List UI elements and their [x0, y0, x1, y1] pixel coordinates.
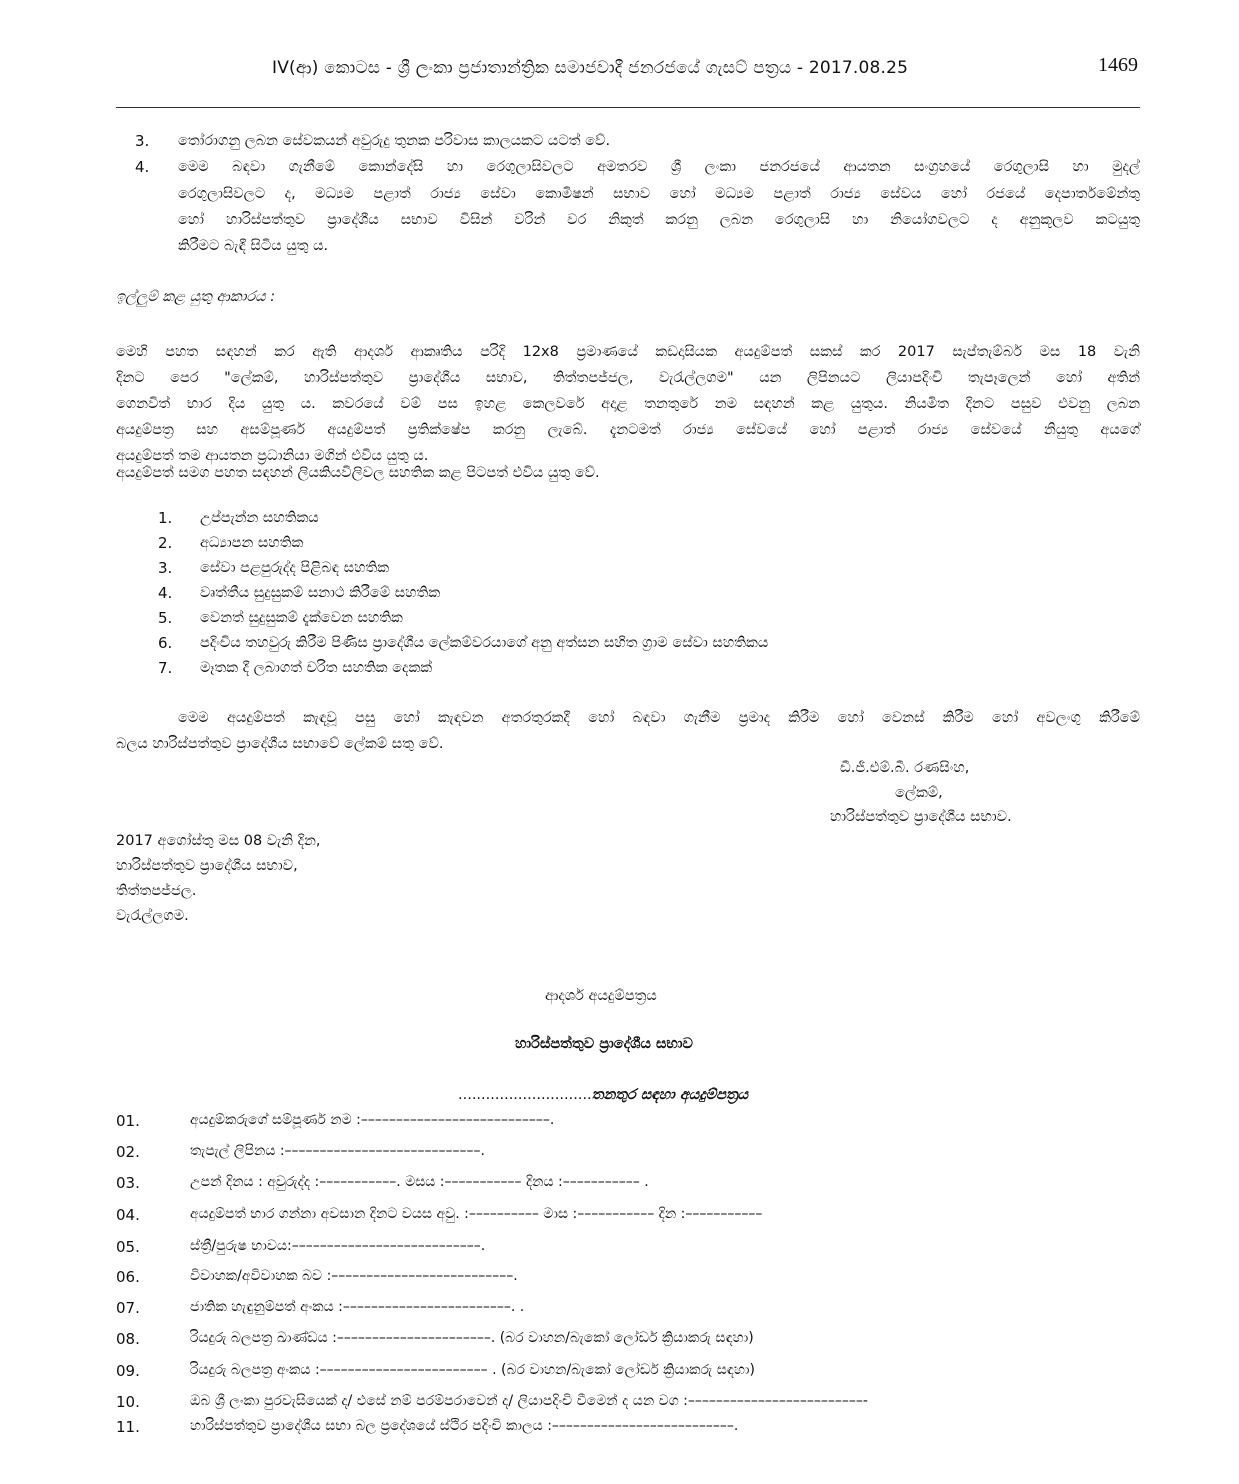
certificate-number: 5.	[158, 609, 173, 627]
apply-paragraph-line: අයදුම්පත්‍ර සහ අසම්පූර්ණ අයදුම්පත් ප්‍රතික්ෂේප කරනු ලැබේ. දැනටමත් රාජ්‍ය සේවයේ හෝ පළාත් රාජ්‍ය සේවයේ නියුතු අයගේ	[116, 422, 1140, 438]
form-row-number: 02.	[116, 1143, 140, 1161]
certificates-intro: අයදුම්පත් සමග පහත සඳහන් ලියකියවිලිවල සහතික කළ පිටපත් එවිය යුතු වේ.	[116, 465, 600, 481]
condition-number: 4.	[135, 158, 150, 176]
form-row-number: 09.	[116, 1362, 140, 1380]
certificate-number: 3.	[158, 559, 173, 577]
apply-paragraph-line: අයදුම්පත් තම ආයතන ප්‍රධානියා මගින් එවිය යුතු ය.	[116, 448, 429, 464]
condition-text-line: හෝ හාරිස්පත්තුව ප්‍රාදේශීය සභාව විසින් වරින් වර නිකුත් කරනු ලබන රෙගුලාසි හා නියෝගවලට ද අනුකූලව කටයුතු	[178, 212, 1140, 228]
condition-text: තෝරාගනු ලබන සේවකයන් අවුරුදු තුනක පරිවාස කාලයකට යටත් වේ.	[178, 133, 611, 149]
form-row-number: 10.	[116, 1393, 140, 1411]
form-row-number: 01.	[116, 1112, 140, 1130]
apply-paragraph-line: මෙහි පහත සඳහන් කර ඇති ආදර්ශ ආකෘතිය පරිදි 12x8 ප්‍රමාණයේ කඩදාසියක අයදුම්පත් සකස් කර 2017 සැප්තැම්බර් මස 18 වැනි	[116, 344, 1140, 360]
certificate-item: පදිංචිය තහවුරු කිරීම පිණිස ප්‍රාදේශීය ලේකම්වරයාගේ අනු අත්සන සහිත ග්‍රාම සේවා සහතිකය	[200, 635, 769, 651]
model-form-title: ආදර්ශ අයදුම්පත්‍රය	[545, 988, 657, 1004]
form-row-field: ජාතික හැඳුනුම්පත් අංකය :––––––––––––––––––––––––. .	[190, 1299, 525, 1315]
condition-text-line: මෙම බඳවා ගැනීමේ කොන්දේසි හා රෙගුලාසිවලට අමතරව ශ්‍රී ලංකා ජනරජයේ ආයතන සංග්‍රහයේ රෙගුලාසි හා මුදල්	[178, 159, 1140, 175]
form-row-number: 05.	[116, 1238, 140, 1256]
signatory-name: ඩී.ජී.එම්.බී. රණසිංහ,	[840, 760, 970, 776]
form-row-field: උපන් දිනය : අවුරුද්ද :–––––––––––. මසය :––––––––––– දිනය :––––––––––– .	[190, 1174, 649, 1190]
model-form-council: හාරිස්පත්තුව ප්‍රාදේශීය සභාව	[515, 1036, 693, 1052]
certificate-number: 1.	[158, 509, 173, 527]
apply-paragraph-line: ගෙනවිත් භාර දිය යුතු ය. කවරයේ වම් පස ඉහළ කෙලවරේ අදාළ තනතුරේ නම සඳහන් කළ යුතුය. නියමිත දිනට පසුව එවනු ලබන	[116, 396, 1140, 412]
gazette-header-title: IV(ආ) කොටස - ශ්‍රී ලංකා ප්‍රජාතාන්ත්‍රික සමාජවාදී ජනරජයේ ගැසට් පත්‍රය - 2017.08.25	[272, 58, 909, 78]
address-line: වැරැල්ලගම.	[116, 908, 189, 924]
certificate-item: සේවා පළපුරුද්ද පිළිබඳ සහතික	[200, 560, 390, 576]
certificate-number: 4.	[158, 584, 173, 602]
form-row-field: රියදුරු බලපත්‍ර අංකය :–––––––––––––––––––––––– . (බර වාහන/බැකෝ ලෝඩර් ක්‍රියාකරු සඳහා)	[190, 1362, 755, 1378]
form-row-number: 08.	[116, 1330, 140, 1348]
form-row-number: 04.	[116, 1206, 140, 1224]
condition-text-line: කිරීමට බැඳී සිටිය යුතු ය.	[178, 238, 329, 254]
form-row-field: ස්ත්‍රී/පුරුෂ භාවය:–––––––––––––––––––––––––––.	[190, 1238, 486, 1254]
certificate-item: වෙනත් සුදුසුකම් දැක්වෙන සහතික	[200, 610, 403, 626]
form-row-number: 03.	[116, 1174, 140, 1192]
post-blank	[458, 1085, 748, 1105]
address-line: තිත්තපජ්ජල.	[116, 883, 197, 899]
issue-date: 2017 අගෝස්තු මස 08 වැනි දින,	[116, 833, 321, 849]
apply-heading: ඉල්ලුම් කළ යුතු ආකාරය :	[116, 289, 276, 305]
form-row-field: අයදුම්පත් භාර ගන්නා අවසාන දිනට වයස අවු. :–––––––––– මාස :––––––––––– දින :–––––––––––	[190, 1206, 763, 1222]
cancellation-paragraph-line: මෙම අයදුම්පත් කැඳවූ පසු හෝ කැඳවන අතරතුරකදී හෝ බඳවා ගැනීම ප්‍රමාද කිරීම හෝ වෙනස් කිරීම හෝ අවලංගු කිරීමේ	[178, 710, 1140, 726]
header-divider	[116, 107, 1140, 108]
cancellation-paragraph-line: බලය හාරිස්පත්තුව ප්‍රාදේශීය සභාවේ ලේකම් සතු වේ.	[116, 736, 444, 752]
form-row-field: ඔබ ශ්‍රී ලංකා පුරවැසියෙක් ද/ එසේ නම් පරම්පරාවෙන් ද/ ලියාපදිංචි වීමෙන් ද යන වග :–––––––––––––––––––––––––-	[190, 1393, 868, 1409]
form-row-number: 11.	[116, 1418, 140, 1436]
certificate-number: 6.	[158, 634, 173, 652]
form-row-field: අයදුම්කරුගේ සම්පූර්ණ නම :–––––––––––––––––––––––––––.	[190, 1112, 555, 1128]
apply-paragraph-line: දිනට පෙර "ලේකම්, හාරිස්පත්තුව ප්‍රාදේශීය සභාව, තිත්තපජ්ජල, වැරැල්ලගම" යන ලිපිනයට ලියාපදිංචි තැපෑලෙන් හෝ අතින්	[116, 370, 1140, 386]
post-blank-dots: .............................	[458, 1087, 592, 1103]
form-row-field: තැපැල් ලිපිනය :––––––––––––––––––––––––––––.	[190, 1143, 486, 1159]
form-row-number: 07.	[116, 1299, 140, 1317]
post-application-label: තනතුර සඳහා අයදුම්පත්‍රය	[591, 1087, 749, 1103]
certificate-item: මෑතක දී ලබාගත් චරිත සහතික දෙකක්	[200, 660, 433, 676]
page-number: 1469	[1098, 54, 1138, 76]
certificate-number: 7.	[158, 659, 173, 677]
form-row-field: විවාහක/අවිවාහක බව :––––––––––––––––––––––––––.	[190, 1268, 518, 1284]
form-row-field: හාරිස්පත්තුව ප්‍රාදේශීය සභා බල ප්‍රදේශයේ ස්ථිර පදිංචි කාලය :––––––––––––––––––––––––––.	[190, 1418, 739, 1434]
address-line: හාරිස්පත්තුව ප්‍රාදේශීය සභාව,	[116, 858, 298, 874]
signatory-designation: ලේකම්,	[895, 785, 943, 801]
condition-text-line: රෙගුලාසිවලට ද, මධ්‍යම පළාත් රාජ්‍ය සේවා කොමිෂන් සභාව හෝ මධ්‍යම පළාත් රාජ්‍ය සේවය හෝ රජයේ දෙපාර්තමේන්තු	[178, 186, 1140, 202]
certificate-item: අධ්‍යාපන සහතික	[200, 535, 304, 551]
certificate-number: 2.	[158, 534, 173, 552]
signatory-office: හාරිස්පත්තුව ප්‍රාදේශීය සභාව.	[830, 809, 1012, 825]
certificate-item: වෘත්තීය සුදුසුකම් සනාථ කිරීමේ සහතික	[200, 585, 441, 601]
form-row-field: රියදුරු බලපත්‍ර ඛාණ්ඩය :––––––––––––––––––––––. (බර වාහන/බැකෝ ලෝඩර් ක්‍රියාකරු සඳහා)	[190, 1330, 754, 1346]
form-row-number: 06.	[116, 1268, 140, 1286]
condition-number: 3.	[135, 132, 150, 150]
certificate-item: උප්පැන්න සහතිකය	[200, 510, 319, 526]
